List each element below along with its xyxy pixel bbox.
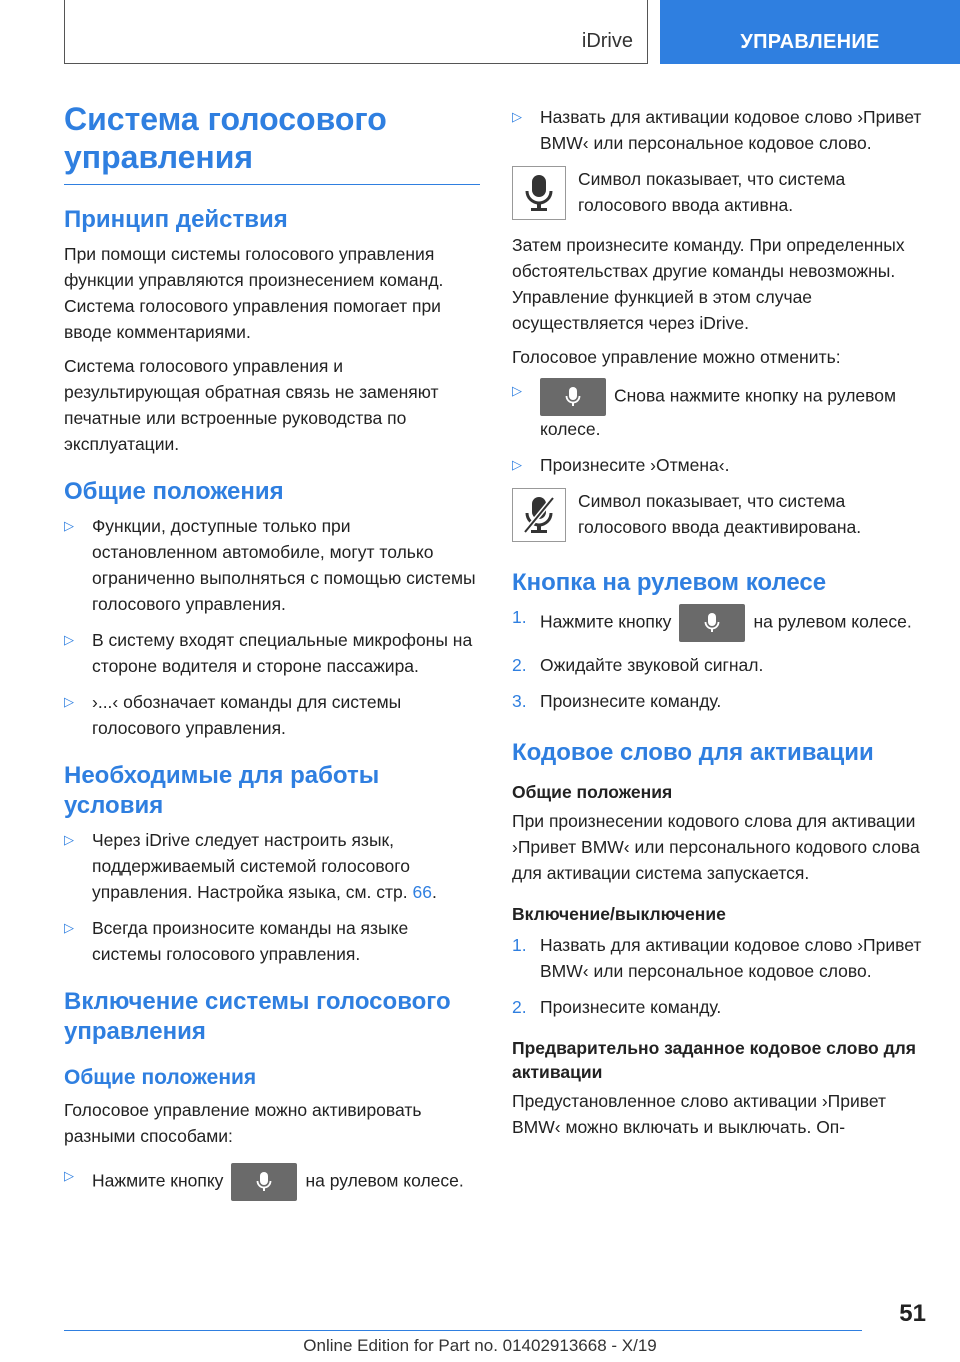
symbol-active-text: Символ показывает, что система голосового ввода активна. — [578, 169, 846, 215]
paragraph: Предустановленное слово активации ›Привет BMW‹ можно включать и выключать. Оп- — [512, 1091, 887, 1137]
heading-activation: Включение системы голосового управления — [64, 988, 451, 1045]
header-chapter: iDrive — [581, 30, 633, 52]
list-item: 3. Произнесите команду. — [512, 691, 722, 711]
triangle-bullet-icon: ▷ — [64, 832, 74, 847]
heading-requirements: Необходимые для работы условия — [64, 762, 380, 819]
triangle-bullet-icon: ▷ — [512, 109, 522, 124]
subheading-general: Общие положения — [64, 1066, 257, 1089]
footer-edition: Online Edition for Part no. 01402913668 - X/19 — [303, 1336, 657, 1355]
paragraph: Система голосового управления и результирующая обратная связь не заменяют печатные или встроенные руководства по эксплуатации. — [64, 356, 439, 454]
list-item: 1. Назвать для активации кодовое слово ›Привет BMW‹ или персональное кодовое слово. — [512, 935, 922, 981]
list-item: ▷ Функции, доступные только при остановленном автомобиле, могут только ограниченно выполняться с помощью системы голосового управления. — [64, 513, 480, 617]
triangle-bullet-icon: ▷ — [64, 632, 74, 647]
general-list — [64, 513, 480, 741]
footer-divider — [64, 1330, 862, 1331]
heading-steering: Кнопка на рулевом колесе — [512, 569, 827, 596]
page-link-66[interactable]: 66 — [412, 882, 432, 902]
subheading-general: Общие положения — [512, 782, 673, 802]
list-item: ▷ Произнесите ›Отмена‹. — [512, 452, 926, 478]
codeword-steps — [512, 932, 926, 1020]
triangle-bullet-icon: ▷ — [64, 1168, 74, 1183]
header-section-tab: УПРАВЛЕНИЕ — [660, 0, 960, 64]
voice-button-icon — [679, 604, 745, 642]
heading-codeword: Кодовое слово для активации — [512, 739, 874, 766]
activation-word-list — [512, 104, 926, 156]
list-item: ▷ Через iDrive следует настроить язык, поддерживаемый системой голосового управления. Настройка языка, см. стр. 66. — [64, 827, 480, 905]
list-item: ▷ Нажмите кнопку на рулевом колесе. — [64, 1163, 480, 1201]
list-item: 2. Произнесите команду. — [512, 997, 722, 1017]
paragraph: Голосовое управление можно отменить: — [512, 347, 841, 367]
requirements-list — [64, 827, 480, 967]
left-column — [64, 100, 480, 1211]
paragraph: Голосовое управление можно активировать разными способами: — [64, 1100, 422, 1146]
microphone-muted-icon — [512, 488, 566, 542]
heading-general: Общие положения — [64, 478, 284, 505]
subheading-onoff: Включение/выключение — [512, 904, 726, 924]
voice-button-icon — [231, 1163, 297, 1201]
symbol-inactive-text: Символ показывает, что система голосового ввода деактивирована. — [578, 491, 862, 537]
triangle-bullet-icon: ▷ — [64, 920, 74, 935]
list-item: ▷ Всегда произносите команды на языке системы голосового управления. — [64, 915, 480, 967]
header-chapter-box — [64, 0, 648, 64]
list-item: 1. Нажмите кнопку на рулевом колесе. — [512, 604, 926, 642]
cancel-list — [512, 378, 926, 478]
paragraph: При помощи системы голосового управления функции управляются произнесением команд. Система голосового управления помогает при вводе комментариями. — [64, 244, 444, 342]
paragraph: При произнесении кодового слова для активации ›Привет BMW‹ или персонального кодового слова для активации система запускается. — [512, 811, 920, 883]
subheading-predefined: Предварительно заданное кодовое слово для активации — [512, 1038, 917, 1082]
symbol-active-row — [512, 166, 926, 220]
triangle-bullet-icon: ▷ — [512, 383, 522, 398]
heading-principle: Принцип действия — [64, 206, 288, 233]
paragraph: Затем произнесите команду. При определенных обстоятельствах другие команды невозможны. Управление функцией в этом случае осуществляется через iDrive. — [512, 235, 905, 333]
triangle-bullet-icon: ▷ — [64, 518, 74, 533]
list-item: ▷ Снова нажмите кнопку на рулевом колесе. — [512, 378, 926, 442]
page-number: 51 — [899, 1300, 926, 1327]
list-item: ▷ Назвать для активации кодовое слово ›Привет BMW‹ или персональное кодовое слово. — [512, 104, 926, 156]
triangle-bullet-icon: ▷ — [64, 694, 74, 709]
activation-list — [64, 1163, 480, 1201]
list-item: ▷ В систему входят специальные микрофоны на стороне водителя и стороне пассажира. — [64, 627, 480, 679]
microphone-active-icon — [512, 166, 566, 220]
triangle-bullet-icon: ▷ — [512, 457, 522, 472]
steering-steps — [512, 604, 926, 714]
right-column — [512, 104, 926, 1148]
symbol-inactive-row — [512, 488, 926, 542]
voice-button-icon — [540, 378, 606, 416]
list-item: ▷ ›...‹ обозначает команды для системы голосового управления. — [64, 689, 480, 741]
list-item: 2. Ожидайте звуковой сигнал. — [512, 655, 764, 675]
page-title: Система голосового управления — [64, 100, 480, 185]
